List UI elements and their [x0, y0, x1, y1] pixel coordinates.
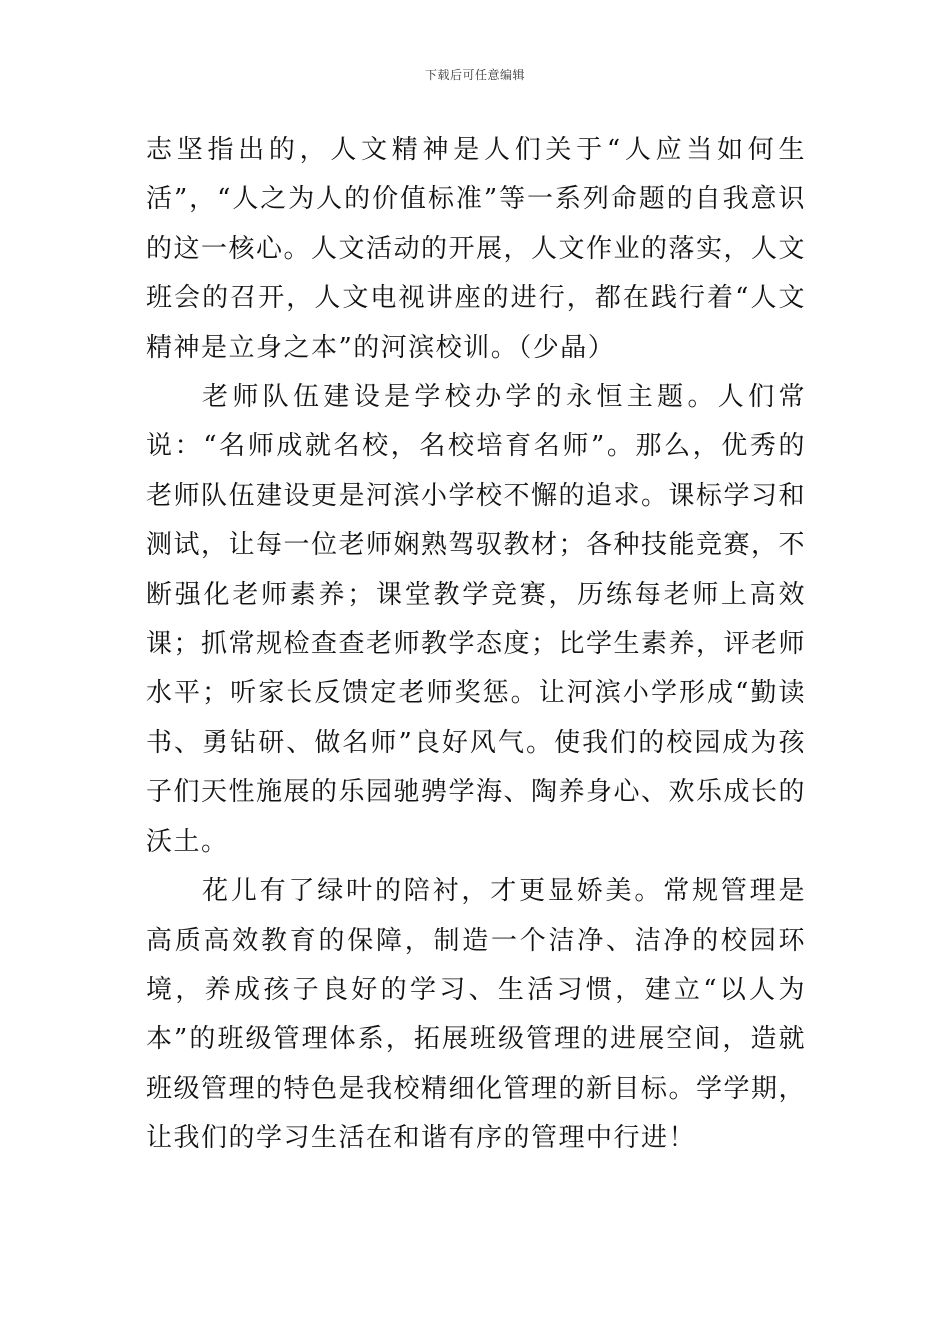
- page-header: 下载后可任意编辑: [424, 68, 525, 82]
- paragraph-teacher-team: 老师队伍建设是学校办学的永恒主题。人们常说：“名师成就名校，名校培育名师”。那么，优秀的老师队伍建设更是河滨小学校不懈的追求。课标学习和测试，让每一位老师娴熟驾驭教材；各种技能竞赛，不断强化老师素养；课堂教学竞赛，历练每老师上高效课；抓常规检查查老师教学态度；比学生素养，评老师水平；听家长反馈定老师奖惩。让河滨小学形成“勤读书、勇钻研、做名师”良好风气。使我们的校园成为孩子们天性施展的乐园驰骋学海、陶养身心、欢乐成长的沃土。: [146, 382, 807, 857]
- paragraph-routine-management: 花儿有了绿叶的陪衬，才更显娇美。常规管理是高质高效教育的保障，制造一个洁净、洁净的校园环境，养成孩子良好的学习、生活习惯，建立“以人为本”的班级管理体系，拓展班级管理的进展空间，造就班级管理的特色是我校精细化管理的新目标。学学期，让我们的学习生活在和谐有序的管理中行进！: [146, 876, 807, 1154]
- document-body: [146, 126, 806, 1164]
- paragraph-continued: 志坚指出的，人文精神是人们关于“人应当如何生活”，“人之为人的价值标准”等一系列命题的自我意识的这一核心。人文活动的开展，人文作业的落实，人文班会的召开，人文电视讲座的进行，都在践行着“人文精神是立身之本”的河滨校训。（少晶）: [146, 135, 807, 363]
